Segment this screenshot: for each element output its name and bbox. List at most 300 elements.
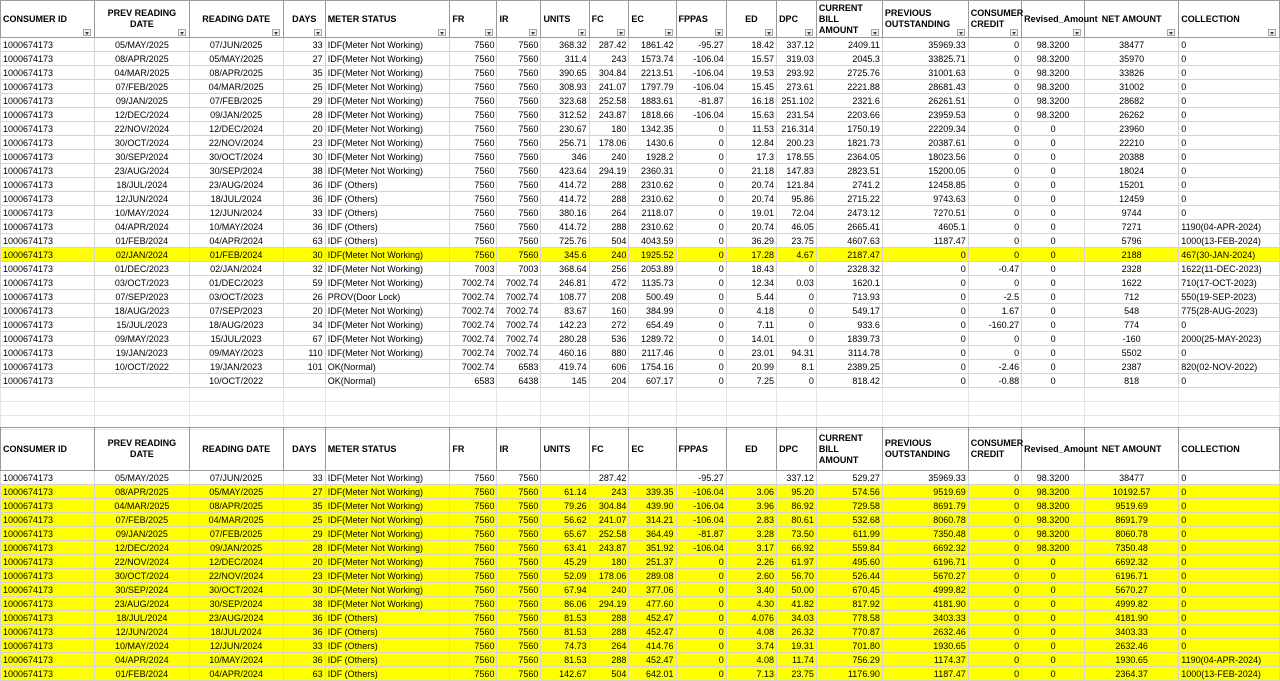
empty-cell[interactable] <box>1022 402 1085 416</box>
cell-units[interactable]: 419.74 <box>541 360 589 374</box>
cell-net-amount[interactable]: 26262 <box>1085 108 1179 122</box>
cell-ec[interactable]: 654.49 <box>629 318 676 332</box>
cell-units[interactable]: 246.81 <box>541 276 589 290</box>
filter-dropdown-icon[interactable] <box>1010 29 1018 36</box>
cell-fc[interactable]: 208 <box>589 290 629 304</box>
header-net-amount[interactable] <box>1085 428 1179 471</box>
cell-reading-date[interactable]: 18/AUG/2023 <box>189 318 283 332</box>
cell-current-bill-amount[interactable]: 2473.12 <box>816 206 882 220</box>
cell-ed[interactable] <box>726 471 776 485</box>
header-meter-status[interactable] <box>325 428 450 471</box>
cell-collection[interactable]: 0 <box>1179 192 1280 206</box>
empty-cell[interactable] <box>189 388 283 402</box>
cell-ec[interactable]: 2117.46 <box>629 346 676 360</box>
cell-consumer-credit[interactable]: 0 <box>968 220 1021 234</box>
cell-fppas[interactable]: 0 <box>676 178 726 192</box>
empty-cell[interactable] <box>95 388 189 402</box>
empty-cell[interactable] <box>541 388 589 402</box>
cell-ec[interactable]: 377.06 <box>629 583 676 597</box>
cell-fr[interactable]: 7560 <box>450 485 497 499</box>
cell-days[interactable]: 29 <box>283 94 325 108</box>
cell-days[interactable]: 110 <box>283 346 325 360</box>
cell-dpc[interactable]: 50.00 <box>777 583 817 597</box>
cell-revised-amount[interactable]: 0 <box>1022 164 1085 178</box>
cell-collection[interactable]: 0 <box>1179 541 1280 555</box>
cell-net-amount[interactable]: 818 <box>1085 374 1179 388</box>
cell-dpc[interactable]: 11.74 <box>777 653 817 667</box>
cell-consumer-credit[interactable]: 0 <box>968 38 1021 52</box>
cell-net-amount[interactable]: 8691.79 <box>1085 513 1179 527</box>
cell-fppas[interactable]: -106.04 <box>676 80 726 94</box>
cell-consumer-credit[interactable]: 0 <box>968 625 1021 639</box>
cell-current-bill-amount[interactable]: 2409.11 <box>816 38 882 52</box>
cell-reading-date[interactable]: 22/NOV/2024 <box>189 136 283 150</box>
cell-prev-reading-date[interactable]: 10/OCT/2022 <box>95 360 189 374</box>
cell-net-amount[interactable]: 12459 <box>1085 192 1179 206</box>
filter-dropdown-icon[interactable] <box>485 29 493 36</box>
header-ir[interactable] <box>497 1 541 38</box>
cell-ec[interactable]: 1797.79 <box>629 80 676 94</box>
cell-collection[interactable]: 550(19-SEP-2023) <box>1179 290 1280 304</box>
cell-prev-reading-date[interactable]: 19/JAN/2023 <box>95 346 189 360</box>
cell-revised-amount[interactable]: 0 <box>1022 150 1085 164</box>
cell-fppas[interactable]: 0 <box>676 346 726 360</box>
cell-ir[interactable]: 7560 <box>497 206 541 220</box>
cell-previous-outstanding[interactable]: 7270.51 <box>882 206 968 220</box>
cell-ed[interactable]: 19.53 <box>726 66 776 80</box>
cell-dpc[interactable]: 147.83 <box>777 164 817 178</box>
cell-units[interactable] <box>541 471 589 485</box>
cell-days[interactable]: 36 <box>283 611 325 625</box>
cell-net-amount[interactable]: 1930.65 <box>1085 653 1179 667</box>
cell-days[interactable]: 67 <box>283 332 325 346</box>
header-meter-status[interactable] <box>325 1 450 38</box>
cell-fr[interactable]: 7560 <box>450 150 497 164</box>
cell-reading-date[interactable]: 07/FEB/2025 <box>189 527 283 541</box>
cell-consumer-id[interactable]: 1000674173 <box>1 485 95 499</box>
cell-previous-outstanding[interactable]: 0 <box>882 318 968 332</box>
cell-consumer-credit[interactable]: 0 <box>968 471 1021 485</box>
cell-fr[interactable]: 7560 <box>450 192 497 206</box>
cell-collection[interactable]: 0 <box>1179 66 1280 80</box>
cell-days[interactable]: 35 <box>283 66 325 80</box>
cell-dpc[interactable]: 66.92 <box>777 541 817 555</box>
cell-meter-status[interactable]: IDF(Meter Not Working) <box>325 262 450 276</box>
cell-days[interactable]: 20 <box>283 122 325 136</box>
cell-fr[interactable]: 7560 <box>450 583 497 597</box>
cell-ed[interactable]: 19.01 <box>726 206 776 220</box>
cell-fc[interactable]: 243 <box>589 52 629 66</box>
cell-net-amount[interactable]: 31002 <box>1085 80 1179 94</box>
cell-prev-reading-date[interactable]: 09/MAY/2023 <box>95 332 189 346</box>
cell-revised-amount[interactable]: 0 <box>1022 583 1085 597</box>
cell-ed[interactable]: 4.18 <box>726 304 776 318</box>
cell-ed[interactable]: 3.74 <box>726 639 776 653</box>
cell-meter-status[interactable]: IDF(Meter Not Working) <box>325 597 450 611</box>
header-fc[interactable] <box>589 1 629 38</box>
cell-revised-amount[interactable]: 0 <box>1022 290 1085 304</box>
cell-fr[interactable]: 6583 <box>450 374 497 388</box>
cell-revised-amount[interactable]: 98.3200 <box>1022 52 1085 66</box>
empty-cell[interactable] <box>450 402 497 416</box>
cell-net-amount[interactable]: 20388 <box>1085 150 1179 164</box>
cell-revised-amount[interactable]: 98.3200 <box>1022 527 1085 541</box>
cell-fc[interactable]: 264 <box>589 639 629 653</box>
empty-cell[interactable] <box>283 402 325 416</box>
cell-reading-date[interactable]: 04/APR/2024 <box>189 667 283 681</box>
cell-reading-date[interactable]: 30/OCT/2024 <box>189 150 283 164</box>
filter-dropdown-icon[interactable] <box>715 29 723 36</box>
cell-dpc[interactable]: 26.32 <box>777 625 817 639</box>
cell-collection[interactable]: 0 <box>1179 471 1280 485</box>
cell-ir[interactable]: 7560 <box>497 94 541 108</box>
cell-collection[interactable]: 1190(04-APR-2024) <box>1179 653 1280 667</box>
cell-units[interactable]: 323.68 <box>541 94 589 108</box>
cell-meter-status[interactable]: IDF(Meter Not Working) <box>325 485 450 499</box>
cell-current-bill-amount[interactable]: 713.93 <box>816 290 882 304</box>
cell-meter-status[interactable]: IDF (Others) <box>325 667 450 681</box>
cell-fppas[interactable]: 0 <box>676 206 726 220</box>
cell-current-bill-amount[interactable]: 549.17 <box>816 304 882 318</box>
cell-units[interactable]: 256.71 <box>541 136 589 150</box>
cell-current-bill-amount[interactable]: 2045.3 <box>816 52 882 66</box>
empty-cell[interactable] <box>189 402 283 416</box>
cell-net-amount[interactable]: 6196.71 <box>1085 569 1179 583</box>
cell-revised-amount[interactable]: 0 <box>1022 360 1085 374</box>
cell-net-amount[interactable]: 712 <box>1085 290 1179 304</box>
cell-dpc[interactable]: 61.97 <box>777 555 817 569</box>
cell-fr[interactable]: 7560 <box>450 611 497 625</box>
cell-current-bill-amount[interactable]: 2321.6 <box>816 94 882 108</box>
cell-units[interactable]: 312.52 <box>541 108 589 122</box>
cell-current-bill-amount[interactable]: 670.45 <box>816 583 882 597</box>
cell-fppas[interactable]: 0 <box>676 597 726 611</box>
cell-prev-reading-date[interactable]: 07/SEP/2023 <box>95 290 189 304</box>
cell-collection[interactable]: 0 <box>1179 346 1280 360</box>
cell-fc[interactable]: 243 <box>589 485 629 499</box>
cell-revised-amount[interactable]: 0 <box>1022 332 1085 346</box>
cell-consumer-credit[interactable]: 0 <box>968 346 1021 360</box>
cell-fppas[interactable]: 0 <box>676 262 726 276</box>
cell-dpc[interactable]: 319.03 <box>777 52 817 66</box>
cell-previous-outstanding[interactable]: 0 <box>882 332 968 346</box>
cell-dpc[interactable]: 0.03 <box>777 276 817 290</box>
cell-ec[interactable]: 1754.16 <box>629 360 676 374</box>
cell-current-bill-amount[interactable]: 2823.51 <box>816 164 882 178</box>
cell-collection[interactable]: 0 <box>1179 80 1280 94</box>
cell-collection[interactable]: 0 <box>1179 206 1280 220</box>
cell-units[interactable]: 423.64 <box>541 164 589 178</box>
cell-net-amount[interactable]: 4999.82 <box>1085 597 1179 611</box>
cell-fr[interactable]: 7560 <box>450 653 497 667</box>
cell-consumer-credit[interactable]: 0 <box>968 150 1021 164</box>
cell-ir[interactable]: 7560 <box>497 220 541 234</box>
cell-fc[interactable]: 264 <box>589 206 629 220</box>
cell-revised-amount[interactable]: 98.3200 <box>1022 38 1085 52</box>
cell-ec[interactable]: 439.90 <box>629 499 676 513</box>
cell-fc[interactable]: 288 <box>589 178 629 192</box>
cell-consumer-credit[interactable]: 0 <box>968 234 1021 248</box>
cell-ec[interactable]: 2118.07 <box>629 206 676 220</box>
cell-current-bill-amount[interactable]: 729.58 <box>816 499 882 513</box>
cell-fppas[interactable]: -106.04 <box>676 52 726 66</box>
cell-units[interactable]: 56.62 <box>541 513 589 527</box>
cell-current-bill-amount[interactable]: 495.60 <box>816 555 882 569</box>
cell-days[interactable]: 30 <box>283 150 325 164</box>
cell-ec[interactable]: 1430.6 <box>629 136 676 150</box>
cell-collection[interactable]: 0 <box>1179 499 1280 513</box>
cell-days[interactable]: 30 <box>283 583 325 597</box>
cell-fr[interactable]: 7560 <box>450 541 497 555</box>
cell-reading-date[interactable]: 04/MAR/2025 <box>189 80 283 94</box>
cell-days[interactable]: 28 <box>283 108 325 122</box>
cell-fr[interactable]: 7560 <box>450 513 497 527</box>
cell-ed[interactable]: 3.40 <box>726 583 776 597</box>
cell-units[interactable]: 86.06 <box>541 597 589 611</box>
cell-prev-reading-date[interactable]: 12/DEC/2024 <box>95 108 189 122</box>
cell-collection[interactable]: 0 <box>1179 150 1280 164</box>
cell-consumer-id[interactable]: 1000674173 <box>1 94 95 108</box>
cell-ir[interactable]: 7560 <box>497 38 541 52</box>
header-consumer-id[interactable] <box>1 428 95 471</box>
cell-dpc[interactable]: 178.55 <box>777 150 817 164</box>
cell-units[interactable]: 230.67 <box>541 122 589 136</box>
cell-meter-status[interactable]: IDF (Others) <box>325 611 450 625</box>
cell-current-bill-amount[interactable]: 559.84 <box>816 541 882 555</box>
cell-previous-outstanding[interactable]: 4181.90 <box>882 597 968 611</box>
header-collection[interactable] <box>1179 1 1280 38</box>
cell-units[interactable]: 81.53 <box>541 625 589 639</box>
cell-days[interactable]: 101 <box>283 360 325 374</box>
cell-prev-reading-date[interactable]: 30/OCT/2024 <box>95 136 189 150</box>
cell-fc[interactable]: 256 <box>589 262 629 276</box>
cell-ir[interactable]: 7560 <box>497 625 541 639</box>
cell-ed[interactable]: 7.11 <box>726 318 776 332</box>
empty-cell[interactable] <box>1022 388 1085 402</box>
cell-fr[interactable]: 7560 <box>450 66 497 80</box>
filter-dropdown-icon[interactable] <box>529 29 537 36</box>
cell-consumer-credit[interactable]: 0 <box>968 583 1021 597</box>
cell-fppas[interactable]: 0 <box>676 653 726 667</box>
cell-fr[interactable]: 7002.74 <box>450 290 497 304</box>
cell-fc[interactable]: 472 <box>589 276 629 290</box>
cell-units[interactable]: 61.14 <box>541 485 589 499</box>
filter-dropdown-icon[interactable] <box>665 29 673 36</box>
header-current-bill-amount[interactable] <box>816 428 882 471</box>
cell-consumer-credit[interactable]: -0.88 <box>968 374 1021 388</box>
cell-fppas[interactable]: 0 <box>676 122 726 136</box>
cell-fppas[interactable]: 0 <box>676 248 726 262</box>
cell-fr[interactable]: 7560 <box>450 569 497 583</box>
cell-fc[interactable]: 243.87 <box>589 541 629 555</box>
cell-prev-reading-date[interactable]: 22/NOV/2024 <box>95 555 189 569</box>
cell-fc[interactable]: 178.06 <box>589 136 629 150</box>
cell-consumer-id[interactable]: 1000674173 <box>1 360 95 374</box>
cell-consumer-id[interactable]: 1000674173 <box>1 38 95 52</box>
cell-ir[interactable]: 7560 <box>497 639 541 653</box>
header-previous-outstanding[interactable] <box>882 428 968 471</box>
cell-previous-outstanding[interactable]: 0 <box>882 360 968 374</box>
cell-fc[interactable]: 606 <box>589 360 629 374</box>
cell-current-bill-amount[interactable]: 4607.63 <box>816 234 882 248</box>
cell-revised-amount[interactable]: 98.3200 <box>1022 66 1085 80</box>
cell-meter-status[interactable]: IDF(Meter Not Working) <box>325 122 450 136</box>
cell-ed[interactable]: 15.57 <box>726 52 776 66</box>
cell-consumer-id[interactable]: 1000674173 <box>1 499 95 513</box>
cell-prev-reading-date[interactable]: 12/JUN/2024 <box>95 192 189 206</box>
cell-dpc[interactable]: 95.20 <box>777 485 817 499</box>
cell-reading-date[interactable]: 19/JAN/2023 <box>189 360 283 374</box>
cell-net-amount[interactable]: 548 <box>1085 304 1179 318</box>
cell-fppas[interactable]: -106.04 <box>676 485 726 499</box>
cell-meter-status[interactable]: OK(Normal) <box>325 374 450 388</box>
cell-fppas[interactable]: 0 <box>676 583 726 597</box>
cell-meter-status[interactable]: IDF(Meter Not Working) <box>325 332 450 346</box>
cell-units[interactable]: 81.53 <box>541 653 589 667</box>
cell-previous-outstanding[interactable]: 3403.33 <box>882 611 968 625</box>
cell-ir[interactable]: 7560 <box>497 234 541 248</box>
cell-ec[interactable]: 607.17 <box>629 374 676 388</box>
cell-ec[interactable]: 2053.89 <box>629 262 676 276</box>
filter-dropdown-icon[interactable] <box>83 29 91 36</box>
cell-fr[interactable]: 7002.74 <box>450 360 497 374</box>
cell-collection[interactable]: 710(17-OCT-2023) <box>1179 276 1280 290</box>
cell-consumer-credit[interactable]: 0 <box>968 332 1021 346</box>
cell-ec[interactable]: 2310.62 <box>629 220 676 234</box>
cell-reading-date[interactable]: 12/DEC/2024 <box>189 122 283 136</box>
header-fr[interactable] <box>450 428 497 471</box>
cell-previous-outstanding[interactable]: 0 <box>882 304 968 318</box>
cell-consumer-credit[interactable]: 0 <box>968 485 1021 499</box>
cell-reading-date[interactable]: 07/JUN/2025 <box>189 471 283 485</box>
cell-fr[interactable]: 7560 <box>450 499 497 513</box>
cell-days[interactable]: 20 <box>283 304 325 318</box>
empty-cell[interactable] <box>1 388 95 402</box>
cell-net-amount[interactable]: 3403.33 <box>1085 625 1179 639</box>
cell-collection[interactable]: 0 <box>1179 52 1280 66</box>
cell-reading-date[interactable]: 10/MAY/2024 <box>189 220 283 234</box>
cell-fppas[interactable]: 0 <box>676 374 726 388</box>
cell-fr[interactable]: 7560 <box>450 639 497 653</box>
cell-net-amount[interactable]: 35970 <box>1085 52 1179 66</box>
empty-cell[interactable] <box>968 402 1021 416</box>
cell-revised-amount[interactable]: 0 <box>1022 625 1085 639</box>
cell-consumer-id[interactable]: 1000674173 <box>1 667 95 681</box>
cell-fr[interactable]: 7003 <box>450 262 497 276</box>
cell-days[interactable]: 23 <box>283 569 325 583</box>
cell-fppas[interactable]: -106.04 <box>676 108 726 122</box>
cell-units[interactable]: 74.73 <box>541 639 589 653</box>
cell-current-bill-amount[interactable]: 701.80 <box>816 639 882 653</box>
cell-ed[interactable]: 4.30 <box>726 597 776 611</box>
cell-revised-amount[interactable]: 98.3200 <box>1022 80 1085 94</box>
cell-units[interactable]: 83.67 <box>541 304 589 318</box>
cell-previous-outstanding[interactable]: 28681.43 <box>882 80 968 94</box>
cell-fppas[interactable]: -106.04 <box>676 513 726 527</box>
cell-dpc[interactable]: 56.70 <box>777 569 817 583</box>
cell-consumer-credit[interactable]: -2.46 <box>968 360 1021 374</box>
cell-fr[interactable]: 7560 <box>450 122 497 136</box>
cell-previous-outstanding[interactable]: 1187.47 <box>882 234 968 248</box>
cell-fc[interactable]: 880 <box>589 346 629 360</box>
cell-collection[interactable]: 1000(13-FEB-2024) <box>1179 234 1280 248</box>
cell-net-amount[interactable]: 28682 <box>1085 94 1179 108</box>
cell-units[interactable]: 380.16 <box>541 206 589 220</box>
cell-meter-status[interactable]: IDF(Meter Not Working) <box>325 527 450 541</box>
cell-units[interactable]: 311.4 <box>541 52 589 66</box>
cell-collection[interactable]: 0 <box>1179 136 1280 150</box>
cell-meter-status[interactable]: IDF(Meter Not Working) <box>325 541 450 555</box>
cell-collection[interactable]: 0 <box>1179 108 1280 122</box>
cell-ec[interactable]: 1925.52 <box>629 248 676 262</box>
cell-prev-reading-date[interactable]: 08/APR/2025 <box>95 485 189 499</box>
cell-collection[interactable]: 0 <box>1179 527 1280 541</box>
empty-cell[interactable] <box>497 388 541 402</box>
cell-units[interactable]: 280.28 <box>541 332 589 346</box>
cell-collection[interactable]: 0 <box>1179 485 1280 499</box>
cell-collection[interactable]: 0 <box>1179 38 1280 52</box>
cell-current-bill-amount[interactable]: 2741.2 <box>816 178 882 192</box>
cell-consumer-credit[interactable]: 0 <box>968 541 1021 555</box>
cell-days[interactable]: 33 <box>283 639 325 653</box>
cell-consumer-credit[interactable]: 0 <box>968 108 1021 122</box>
cell-meter-status[interactable]: IDF(Meter Not Working) <box>325 471 450 485</box>
cell-reading-date[interactable]: 15/JUL/2023 <box>189 332 283 346</box>
header-consumer-id[interactable] <box>1 1 95 38</box>
cell-fr[interactable]: 7002.74 <box>450 332 497 346</box>
header-units[interactable] <box>541 428 589 471</box>
cell-current-bill-amount[interactable]: 1839.73 <box>816 332 882 346</box>
cell-consumer-credit[interactable]: 0 <box>968 164 1021 178</box>
cell-fppas[interactable]: 0 <box>676 569 726 583</box>
cell-prev-reading-date[interactable]: 30/OCT/2024 <box>95 569 189 583</box>
cell-fc[interactable]: 294.19 <box>589 597 629 611</box>
cell-fr[interactable]: 7560 <box>450 136 497 150</box>
cell-units[interactable]: 67.94 <box>541 583 589 597</box>
cell-ed[interactable]: 20.99 <box>726 360 776 374</box>
cell-current-bill-amount[interactable]: 2389.25 <box>816 360 882 374</box>
cell-consumer-credit[interactable]: 0 <box>968 192 1021 206</box>
cell-current-bill-amount[interactable]: 2187.47 <box>816 248 882 262</box>
cell-consumer-credit[interactable]: -2.5 <box>968 290 1021 304</box>
cell-ir[interactable]: 7560 <box>497 150 541 164</box>
cell-ed[interactable]: 12.34 <box>726 276 776 290</box>
cell-ir[interactable]: 7560 <box>497 499 541 513</box>
cell-current-bill-amount[interactable]: 2725.76 <box>816 66 882 80</box>
cell-units[interactable]: 460.16 <box>541 346 589 360</box>
header-prev-reading-date[interactable] <box>95 1 189 38</box>
cell-collection[interactable]: 2000(25-MAY-2023) <box>1179 332 1280 346</box>
cell-prev-reading-date[interactable]: 02/JAN/2024 <box>95 248 189 262</box>
cell-ec[interactable]: 364.49 <box>629 527 676 541</box>
cell-collection[interactable]: 0 <box>1179 513 1280 527</box>
cell-previous-outstanding[interactable]: 6196.71 <box>882 555 968 569</box>
cell-days[interactable]: 27 <box>283 485 325 499</box>
cell-dpc[interactable]: 231.54 <box>777 108 817 122</box>
cell-prev-reading-date[interactable]: 18/JUL/2024 <box>95 178 189 192</box>
cell-prev-reading-date[interactable]: 15/JUL/2023 <box>95 318 189 332</box>
cell-fppas[interactable]: 0 <box>676 318 726 332</box>
cell-meter-status[interactable]: PROV(Door Lock) <box>325 290 450 304</box>
empty-cell[interactable] <box>726 402 776 416</box>
cell-net-amount[interactable]: 7350.48 <box>1085 541 1179 555</box>
cell-ec[interactable]: 1342.35 <box>629 122 676 136</box>
empty-cell[interactable] <box>1179 402 1280 416</box>
cell-prev-reading-date[interactable]: 30/SEP/2024 <box>95 150 189 164</box>
cell-ed[interactable]: 15.45 <box>726 80 776 94</box>
cell-reading-date[interactable]: 30/SEP/2024 <box>189 164 283 178</box>
cell-consumer-id[interactable]: 1000674173 <box>1 234 95 248</box>
